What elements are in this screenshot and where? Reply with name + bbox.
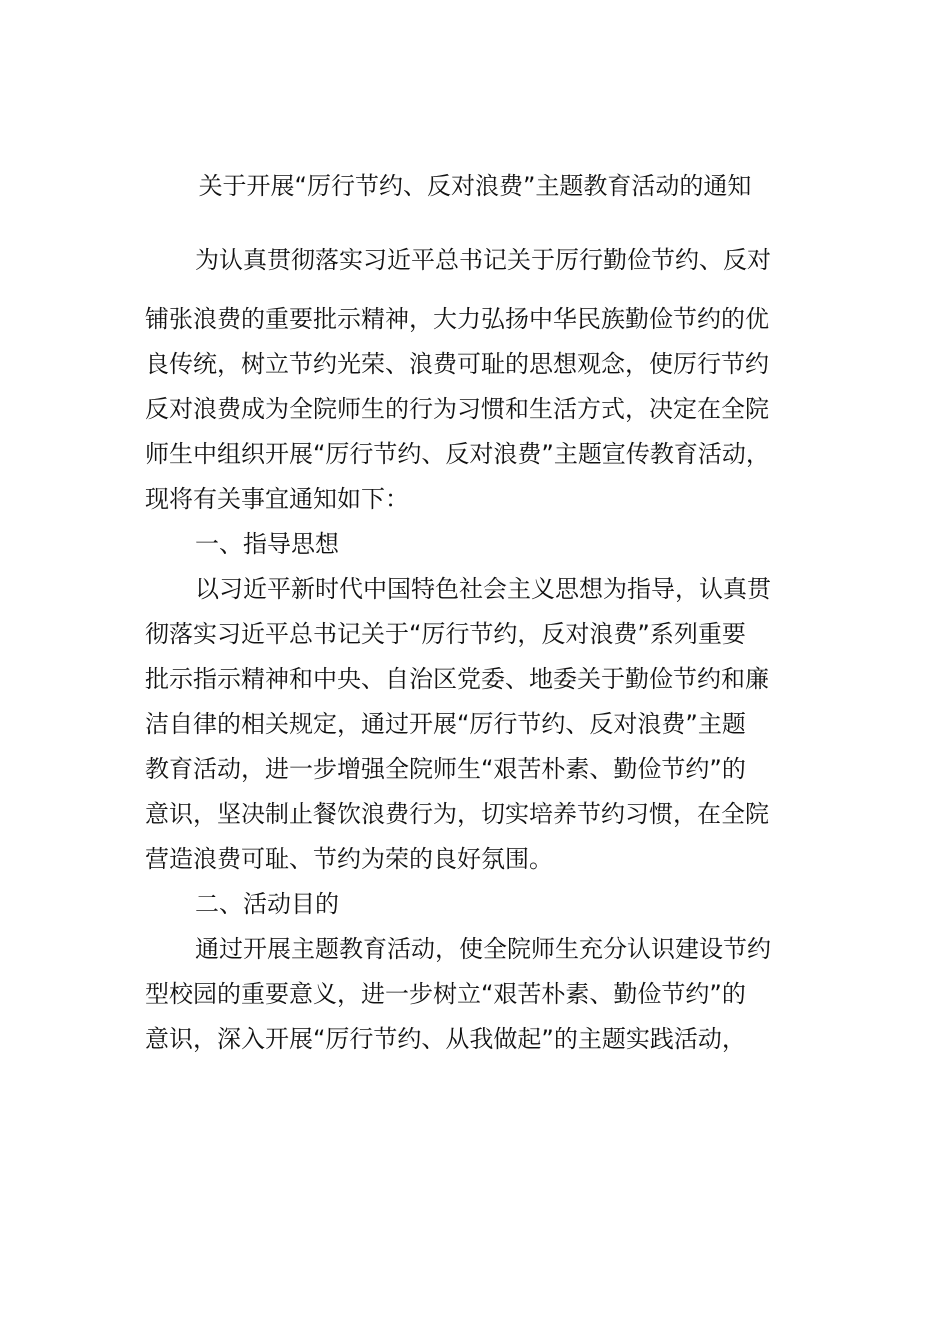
paragraph-line: 反对浪费成为全院师生的行为习惯和生活方式，决定在全院 xyxy=(145,395,769,423)
paragraph-line: 通过开展主题教育活动，使全院师生充分认识建设节约 xyxy=(195,935,771,963)
document-title: 关于开展“厉行节约、反对浪费”主题教育活动的通知 xyxy=(198,172,752,200)
section-heading: 一、指导思想 xyxy=(195,530,339,558)
paragraph-line: 现将有关事宜通知如下： xyxy=(145,485,409,513)
paragraph-line: 铺张浪费的重要批示精神，大力弘扬中华民族勤俭节约的优 xyxy=(145,305,769,333)
paragraph-line: 良传统，树立节约光荣、浪费可耻的思想观念，使厉行节约 xyxy=(145,350,769,378)
paragraph-line: 彻落实习近平总书记关于“厉行节约，反对浪费”系列重要 xyxy=(145,620,746,648)
paragraph-line: 批示指示精神和中央、自治区党委、地委关于勤俭节约和廉 xyxy=(145,665,769,693)
paragraph-line: 教育活动，进一步增强全院师生“艰苦朴素、勤俭节约”的 xyxy=(145,755,746,783)
paragraph-line: 师生中组织开展“厉行节约、反对浪费”主题宣传教育活动， xyxy=(145,440,770,468)
section-heading: 二、活动目的 xyxy=(195,890,339,918)
paragraph-line: 洁自律的相关规定，通过开展“厉行节约、反对浪费”主题 xyxy=(145,710,746,738)
paragraph-line: 意识，深入开展“厉行节约、从我做起”的主题实践活动， xyxy=(145,1025,746,1053)
paragraph-line: 营造浪费可耻、节约为荣的良好氛围。 xyxy=(145,845,553,873)
paragraph-line: 以习近平新时代中国特色社会主义思想为指导，认真贯 xyxy=(195,575,771,603)
paragraph-line: 为认真贯彻落实习近平总书记关于厉行勤俭节约、反对 xyxy=(195,246,771,274)
paragraph-line: 意识，坚决制止餐饮浪费行为，切实培养节约习惯，在全院 xyxy=(145,800,769,828)
paragraph-line: 型校园的重要意义，进一步树立“艰苦朴素、勤俭节约”的 xyxy=(145,980,746,1008)
